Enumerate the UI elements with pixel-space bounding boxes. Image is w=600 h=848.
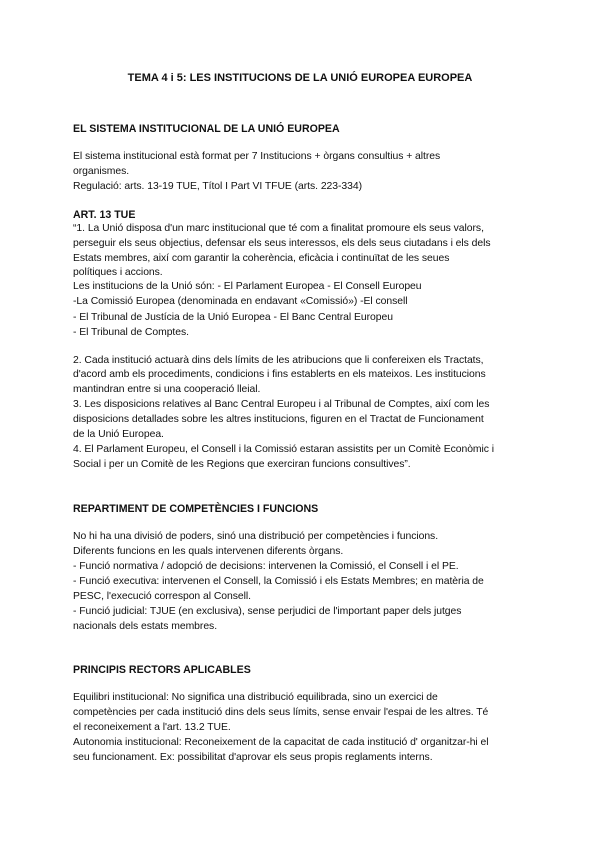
paragraph-line: d'acord amb els procediments, condicions i fins establerts en els mateixos. Les institucions (73, 369, 486, 380)
paragraph-line: “1. La Unió disposa d'un marc institucional que té com a finalitat promoure els seus valors, (73, 223, 484, 234)
paragraph-line: Diferents funcions en les quals intervenen diferents òrgans. (73, 546, 344, 557)
paragraph-line: - Funció normativa / adopció de decisions: intervenen la Comissió, el Consell i el PE. (73, 561, 459, 572)
paragraph-line: perseguir els seus objectius, defensar els seus interessos, els dels seus ciutadans i els dels (73, 238, 491, 249)
paragraph-line: PESC, l'execució correspon al Consell. (73, 591, 251, 602)
paragraph-line: - Funció judicial: TJUE (en exclusiva), sense perjudici de l'important paper dels jutges (73, 606, 462, 617)
paragraph-line: 2. Cada institució actuarà dins dels límits de les atribucions que li confereixen els Tractats, (73, 355, 484, 366)
paragraph-line: organismes. (73, 166, 130, 177)
paragraph-line: Equilibri institucional: No significa una distribució equilibrada, sino un exercici de (73, 692, 438, 703)
paragraph-line: El sistema institucional està format per 7 Institucions + òrgans consultius + altres (73, 151, 441, 162)
section-heading: ART. 13 TUE (73, 209, 136, 221)
paragraph-line: competències per cada institució dins dels seus límits, sense envair l'espai de les altres. Té (73, 707, 489, 718)
section-heading: REPARTIMENT DE COMPETÈNCIES I FUNCIONS (73, 503, 319, 515)
section-heading: EL SISTEMA INSTITUCIONAL DE LA UNIÓ EUROPEA (73, 123, 340, 135)
paragraph-line: Les institucions de la Unió són: - El Parlament Europea - El Consell Europeu (73, 281, 422, 292)
paragraph-line: mantindran entre si una cooperació lleial. (73, 384, 261, 395)
paragraph-line: - Funció executiva: intervenen el Consell, la Comissió i els Estats Membres; en matèria de (73, 576, 484, 587)
paragraph-line: Estats membres, així com garantir la coherència, eficàcia i continuïtat de les seues (73, 253, 450, 264)
paragraph-line: de la Unió Europea. (73, 429, 164, 440)
paragraph-line: Social i per un Comitè de les Regions que exerciran funcions consultives”. (73, 459, 411, 470)
paragraph-line: polítiques i accions. (73, 267, 163, 278)
paragraph-line: - El Tribunal de Justícia de la Unió Europea - El Banc Central Europeu (73, 312, 393, 323)
paragraph-line: - El Tribunal de Comptes. (73, 327, 189, 338)
paragraph-line: 4. El Parlament Europeu, el Consell i la Comissió estaran assistits per un Comitè Econòmic i (73, 444, 495, 455)
page-title: TEMA 4 i 5: LES INSTITUCIONS DE LA UNIÓ EUROPEA EUROPEA (127, 72, 473, 84)
section-heading: PRINCIPIS RECTORS APLICABLES (73, 664, 251, 676)
paragraph-line: el reconeixement a l'art. 13.2 TUE. (73, 722, 231, 733)
paragraph-line: Autonomia institucional: Reconeixement de la capacitat de cada institució d' organitzar-hi el (73, 737, 489, 748)
paragraph-line: seu funcionament. Ex: possibilitat d'aprovar els seus propis reglaments interns. (73, 752, 433, 763)
paragraph-line: -La Comissió Europea (denominada en endavant «Comissió») -El consell (73, 296, 408, 307)
paragraph-line: Regulació: arts. 13-19 TUE, Títol I Part VI TFUE (arts. 223-334) (73, 181, 363, 192)
paragraph-line: No hi ha una divisió de poders, sinó una distribució per competències i funcions. (73, 531, 439, 542)
paragraph-line: disposicions detallades sobre les altres institucions, figuren en el Tractat de Funcionament (73, 414, 484, 425)
paragraph-line: 3. Les disposicions relatives al Banc Central Europeu i al Tribunal de Comptes, així com les (73, 399, 490, 410)
paragraph-line: nacionals dels estats membres. (73, 621, 218, 632)
